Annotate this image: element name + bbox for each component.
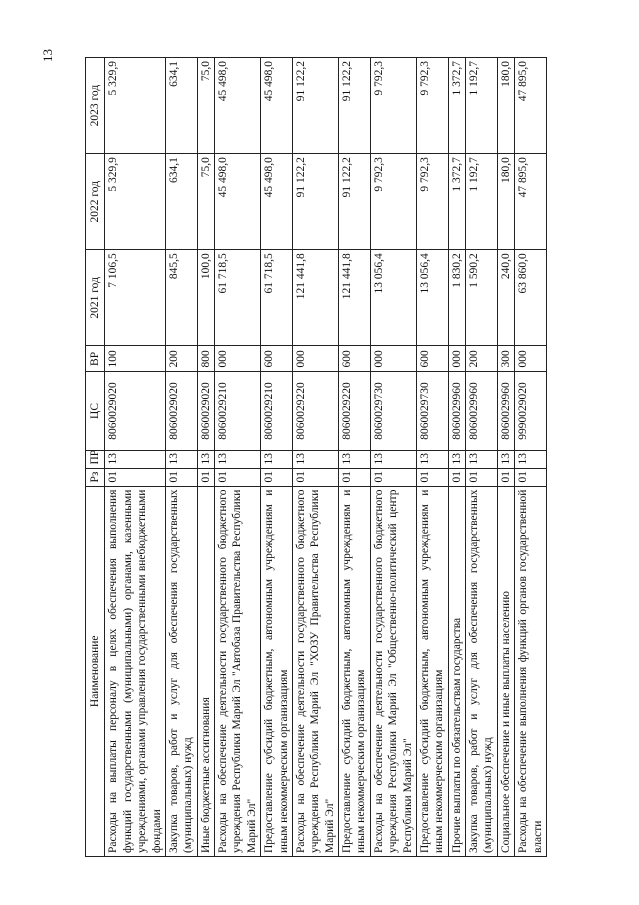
row-value-2022: 180,0 bbox=[497, 154, 514, 250]
table-row bbox=[416, 58, 448, 857]
row-rz: 01 bbox=[416, 468, 448, 486]
header-pr: ПР bbox=[86, 450, 105, 468]
row-value-2022: 634,1 bbox=[165, 154, 197, 250]
row-pr: 13 bbox=[339, 450, 371, 468]
row-pr: 13 bbox=[515, 450, 547, 468]
row-value-2022: 9 792,3 bbox=[416, 154, 448, 250]
row-rz: 01 bbox=[165, 468, 197, 486]
table-row bbox=[197, 58, 214, 857]
row-value-2021: 121 441,8 bbox=[339, 250, 371, 346]
row-rz: 01 bbox=[448, 468, 465, 486]
table-row bbox=[339, 58, 371, 857]
row-value-2023: 45 498,0 bbox=[261, 58, 293, 154]
table-row bbox=[261, 58, 293, 857]
page-number: 13 bbox=[40, 49, 55, 62]
header-name: Наименование bbox=[86, 486, 105, 856]
row-pr: 13 bbox=[105, 450, 166, 468]
row-value-2021: 61 718,5 bbox=[261, 250, 293, 346]
row-cs: 8060029960 bbox=[448, 372, 465, 450]
row-value-2023: 634,1 bbox=[165, 58, 197, 154]
row-pr: 13 bbox=[497, 450, 514, 468]
row-pr: 13 bbox=[215, 450, 261, 468]
header-2021: 2021 год bbox=[86, 250, 105, 346]
row-rz: 01 bbox=[497, 468, 514, 486]
row-value-2022: 75,0 bbox=[197, 154, 214, 250]
row-name: Расходы на обеспечение выполнения функций органов государственной власти bbox=[515, 486, 547, 856]
row-name: Прочие выплаты по обязательствам государства bbox=[448, 486, 465, 856]
row-cs: 8060029020 bbox=[165, 372, 197, 450]
header-2023: 2023 год bbox=[86, 58, 105, 154]
row-vr: 200 bbox=[466, 346, 498, 372]
table-row bbox=[215, 58, 261, 857]
row-pr: 13 bbox=[370, 450, 416, 468]
row-value-2021: 845,5 bbox=[165, 250, 197, 346]
row-rz: 01 bbox=[261, 468, 293, 486]
row-vr: 000 bbox=[215, 346, 261, 372]
row-value-2023: 45 498,0 bbox=[215, 58, 261, 154]
row-cs: 8060029730 bbox=[370, 372, 416, 450]
row-value-2021: 13 056,4 bbox=[370, 250, 416, 346]
row-name: Расходы на обеспечение деятельности государственного бюджетного учреждения Республики Марий Эл "Автобаза Правительства Республики Марий Эл" bbox=[215, 486, 261, 856]
header-vr: ВР bbox=[86, 346, 105, 372]
table-header-row bbox=[86, 58, 105, 857]
row-value-2023: 5 329,9 bbox=[105, 58, 166, 154]
row-cs: 8060029730 bbox=[416, 372, 448, 450]
row-value-2021: 1 590,2 bbox=[466, 250, 498, 346]
table-row bbox=[370, 58, 416, 857]
row-cs: 8060029210 bbox=[215, 372, 261, 450]
header-cs: ЦС bbox=[86, 372, 105, 450]
row-rz: 01 bbox=[292, 468, 338, 486]
row-vr: 600 bbox=[416, 346, 448, 372]
row-name: Предоставление субсидий бюджетным, автономным учреждениям и иным некоммерческим организациям bbox=[261, 486, 293, 856]
row-cs: 8060029960 bbox=[497, 372, 514, 450]
row-vr: 800 bbox=[197, 346, 214, 372]
row-value-2021: 1 830,2 bbox=[448, 250, 465, 346]
row-vr: 600 bbox=[339, 346, 371, 372]
row-value-2022: 5 329,9 bbox=[105, 154, 166, 250]
row-value-2021: 7 106,5 bbox=[105, 250, 166, 346]
row-pr: 13 bbox=[416, 450, 448, 468]
row-value-2021: 100,0 bbox=[197, 250, 214, 346]
row-pr: 13 bbox=[466, 450, 498, 468]
table-row bbox=[105, 58, 166, 857]
row-rz: 01 bbox=[215, 468, 261, 486]
row-rz: 01 bbox=[339, 468, 371, 486]
row-cs: 8060029020 bbox=[197, 372, 214, 450]
row-name: Закупка товаров, работ и услуг для обеспечения государственных (муниципальных) нужд bbox=[165, 486, 197, 856]
row-value-2021: 63 860,0 bbox=[515, 250, 547, 346]
row-value-2022: 45 498,0 bbox=[215, 154, 261, 250]
row-cs: 8060029960 bbox=[466, 372, 498, 450]
row-value-2023: 180,0 bbox=[497, 58, 514, 154]
row-vr: 000 bbox=[292, 346, 338, 372]
row-name: Закупка товаров, работ и услуг для обеспечения государственных (муниципальных) нужд bbox=[466, 486, 498, 856]
row-vr: 300 bbox=[497, 346, 514, 372]
budget-table-container bbox=[85, 57, 547, 857]
row-pr: 13 bbox=[165, 450, 197, 468]
row-value-2022: 1 192,7 bbox=[466, 154, 498, 250]
row-rz: 01 bbox=[466, 468, 498, 486]
row-pr: 13 bbox=[197, 450, 214, 468]
row-name: Предоставление субсидий бюджетным, автономным учреждениям и иным некоммерческим организациям bbox=[339, 486, 371, 856]
row-value-2023: 91 122,2 bbox=[292, 58, 338, 154]
row-vr: 100 bbox=[105, 346, 166, 372]
row-value-2023: 9 792,3 bbox=[370, 58, 416, 154]
row-value-2021: 61 718,5 bbox=[215, 250, 261, 346]
row-name: Расходы на обеспечение деятельности государственного бюджетного учреждения Республики Марий Эл "ХОЗУ Правительства Республики Марий Эл" bbox=[292, 486, 338, 856]
row-value-2023: 75,0 bbox=[197, 58, 214, 154]
budget-table bbox=[85, 57, 547, 857]
row-vr: 200 bbox=[165, 346, 197, 372]
table-row bbox=[497, 58, 514, 857]
row-value-2023: 9 792,3 bbox=[416, 58, 448, 154]
table-row bbox=[466, 58, 498, 857]
row-value-2022: 91 122,2 bbox=[339, 154, 371, 250]
row-value-2021: 121 441,8 bbox=[292, 250, 338, 346]
row-vr: 600 bbox=[261, 346, 293, 372]
row-value-2021: 240,0 bbox=[497, 250, 514, 346]
row-cs: 8060029210 bbox=[261, 372, 293, 450]
row-cs: 8060029020 bbox=[105, 372, 166, 450]
row-vr: 000 bbox=[448, 346, 465, 372]
row-value-2022: 9 792,3 bbox=[370, 154, 416, 250]
table-body bbox=[105, 58, 547, 857]
row-rz: 01 bbox=[515, 468, 547, 486]
row-vr: 000 bbox=[515, 346, 547, 372]
row-pr: 13 bbox=[261, 450, 293, 468]
row-rz: 01 bbox=[105, 468, 166, 486]
row-name: Иные бюджетные ассигнования bbox=[197, 486, 214, 856]
row-pr: 13 bbox=[292, 450, 338, 468]
row-value-2022: 91 122,2 bbox=[292, 154, 338, 250]
row-value-2023: 1 372,7 bbox=[448, 58, 465, 154]
row-pr: 13 bbox=[448, 450, 465, 468]
row-value-2023: 1 192,7 bbox=[466, 58, 498, 154]
row-vr: 000 bbox=[370, 346, 416, 372]
table-row bbox=[515, 58, 547, 857]
row-name: Предоставление субсидий бюджетным, автономным учреждениям и иным некоммерческим организациям bbox=[416, 486, 448, 856]
row-value-2023: 91 122,2 bbox=[339, 58, 371, 154]
row-rz: 01 bbox=[197, 468, 214, 486]
row-value-2023: 47 895,0 bbox=[515, 58, 547, 154]
table-row bbox=[165, 58, 197, 857]
row-value-2022: 47 895,0 bbox=[515, 154, 547, 250]
row-name: Расходы на выплаты персоналу в целях обеспечения выполнения функций государственными (муниципальными) органами, казенными учреждениями, органами управления государственными внебюджетными фондами bbox=[105, 486, 166, 856]
row-cs: 8060029220 bbox=[292, 372, 338, 450]
row-name: Расходы на обеспечение деятельности государственного бюджетного учреждения Республики Марий Эл "Общественно-политический центр Республики Марий Эл" bbox=[370, 486, 416, 856]
row-cs: 9990029020 bbox=[515, 372, 547, 450]
row-rz: 01 bbox=[370, 468, 416, 486]
row-value-2021: 13 056,4 bbox=[416, 250, 448, 346]
row-cs: 8060029220 bbox=[339, 372, 371, 450]
row-name: Социальное обеспечение и иные выплаты населению bbox=[497, 486, 514, 856]
header-2022: 2022 год bbox=[86, 154, 105, 250]
row-value-2022: 45 498,0 bbox=[261, 154, 293, 250]
table-row bbox=[448, 58, 465, 857]
row-value-2022: 1 372,7 bbox=[448, 154, 465, 250]
header-rz: Рз bbox=[86, 468, 105, 486]
table-row bbox=[292, 58, 338, 857]
